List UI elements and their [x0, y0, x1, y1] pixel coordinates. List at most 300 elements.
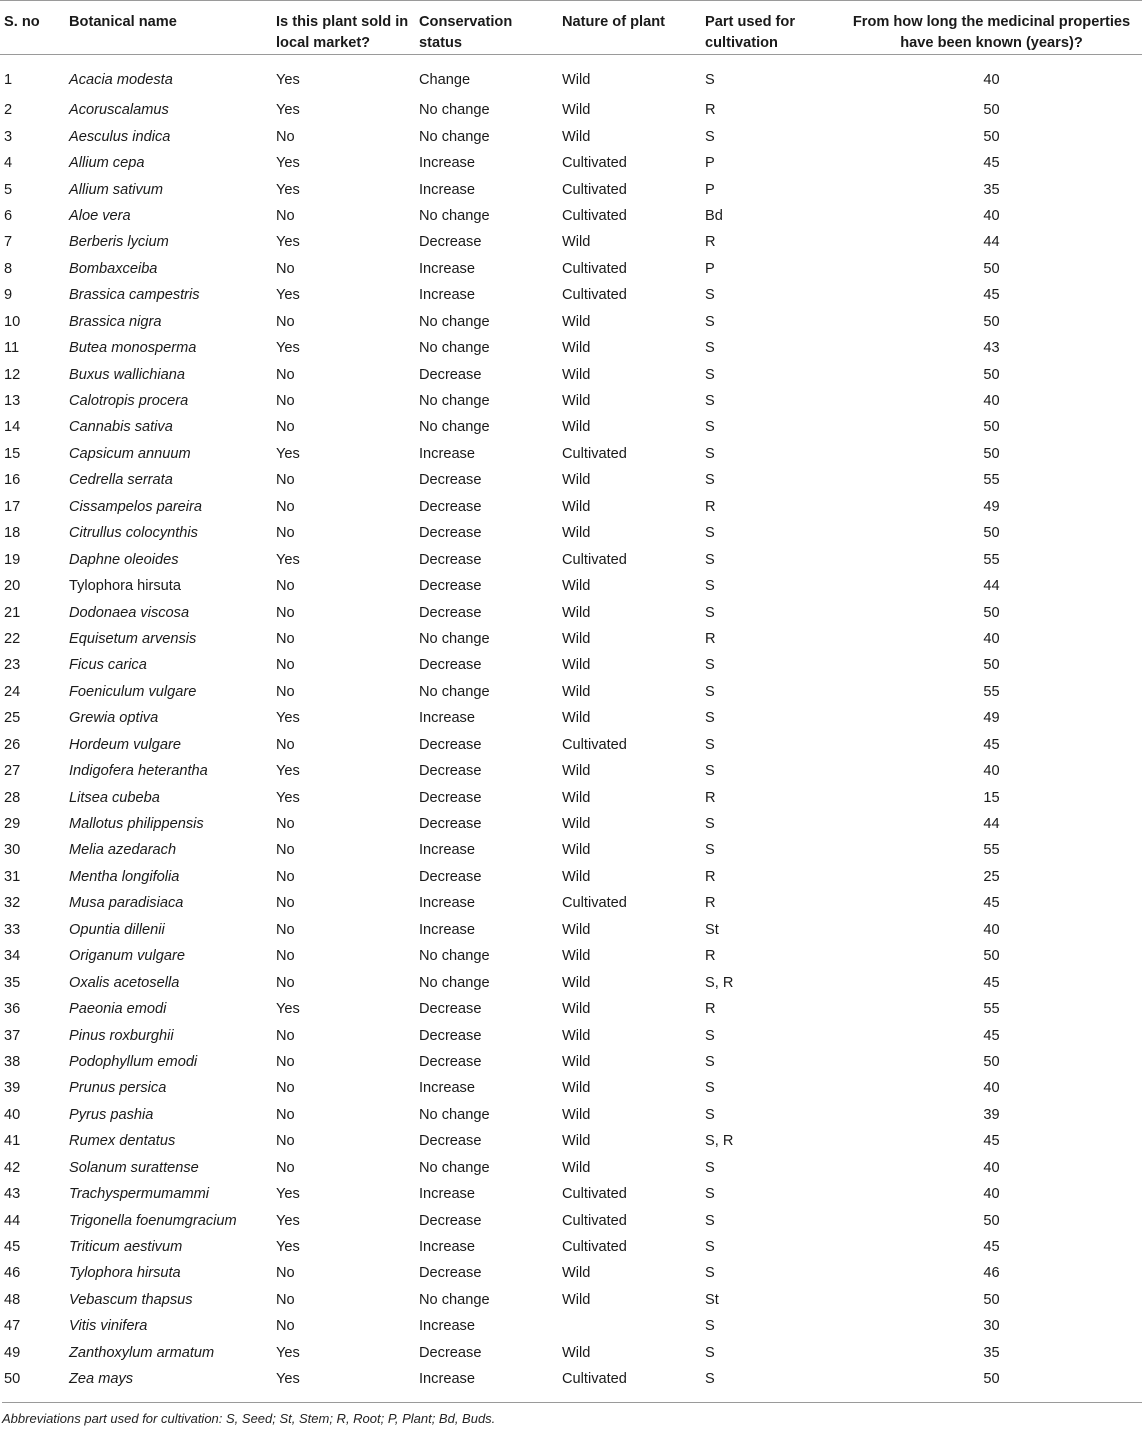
cell-botanical-name: Trachyspermumammi: [69, 1186, 210, 1203]
cell-botanical-name: Opuntia dillenii: [69, 921, 165, 938]
cell-years-known: 35: [983, 181, 1000, 198]
cell-conservation-status: Change: [419, 72, 471, 88]
header-botanical-name: Botanical name: [65, 1, 272, 55]
cell-sno: 34: [4, 948, 21, 965]
cell-sold: No: [276, 895, 295, 912]
cell-conservation-status: Decrease: [419, 1344, 482, 1361]
cell-years-known: 55: [983, 551, 1000, 568]
cell-sold: Yes: [276, 287, 300, 304]
cell-years-known: 50: [983, 1212, 1000, 1229]
table-row: [0, 150, 1142, 176]
table-row: [0, 890, 1142, 916]
table-row: [0, 388, 1142, 414]
cell-part-used: S: [705, 763, 715, 780]
table-header: [0, 1, 1142, 55]
cell-nature: Wild: [562, 710, 591, 727]
cell-nature: Wild: [562, 498, 591, 515]
cell-conservation-status: Increase: [419, 445, 475, 462]
cell-sno: 1: [4, 72, 13, 88]
cell-botanical-name: Allium sativum: [69, 181, 164, 198]
cell-botanical-name: Paeonia emodi: [69, 1001, 167, 1018]
cell-sold: Yes: [276, 789, 300, 806]
cell-conservation-status: Decrease: [419, 789, 482, 806]
cell-sno: 46: [4, 1265, 21, 1282]
cell-years-known: 40: [983, 1159, 1000, 1176]
cell-part-used: Bd: [705, 207, 723, 224]
cell-part-used: St: [705, 1291, 719, 1308]
cell-nature: Wild: [562, 683, 591, 700]
cell-sno: 48: [4, 1291, 21, 1308]
cell-nature: Wild: [562, 816, 591, 833]
cell-sno: 9: [4, 287, 13, 304]
cell-botanical-name: Melia azedarach: [69, 842, 177, 859]
cell-sno: 19: [4, 551, 21, 568]
cell-sno: 10: [4, 313, 21, 330]
cell-botanical-name: Acacia modesta: [69, 72, 173, 88]
cell-part-used: R: [705, 630, 716, 647]
table-row: [0, 97, 1142, 123]
table-row: [0, 414, 1142, 440]
cell-part-used: S: [705, 1265, 715, 1282]
cell-sold: No: [276, 868, 295, 885]
table-row: [0, 256, 1142, 282]
cell-part-used: S: [705, 657, 715, 674]
table-row: [0, 917, 1142, 943]
cell-conservation-status: Increase: [419, 155, 475, 172]
cell-sno: 14: [4, 419, 21, 436]
cell-years-known: 45: [983, 1133, 1000, 1150]
cell-botanical-name: Dodonaea viscosa: [69, 604, 190, 621]
cell-botanical-name: Aloe vera: [69, 207, 131, 224]
cell-nature: Wild: [562, 630, 591, 647]
cell-sno: 15: [4, 445, 21, 462]
cell-nature: Cultivated: [562, 287, 627, 304]
cell-sold: No: [276, 630, 295, 647]
cell-sno: 43: [4, 1186, 21, 1203]
cell-years-known: 40: [983, 393, 1000, 410]
cell-part-used: S: [705, 1106, 715, 1123]
cell-sno: 3: [4, 128, 13, 145]
cell-sold: No: [276, 921, 295, 938]
cell-botanical-name: Triticum aestivum: [69, 1239, 183, 1256]
table-row: [0, 1366, 1142, 1392]
cell-botanical-name: Pyrus pashia: [69, 1106, 154, 1123]
cell-nature: Wild: [562, 366, 591, 383]
cell-nature: Wild: [562, 72, 591, 88]
cell-sold: No: [276, 128, 295, 145]
cell-nature: [558, 1313, 701, 1339]
cell-conservation-status: No change: [419, 128, 490, 145]
table-row: [0, 1207, 1142, 1233]
cell-botanical-name: Calotropis procera: [69, 393, 189, 410]
cell-conservation-status: No change: [419, 948, 490, 965]
table-row: [0, 335, 1142, 361]
cell-part-used: S: [705, 736, 715, 753]
cell-part-used: S: [705, 578, 715, 595]
cell-sold: No: [276, 525, 295, 542]
cell-conservation-status: Increase: [419, 1080, 475, 1097]
cell-botanical-name: Capsicum annuum: [69, 445, 191, 462]
table-row: [0, 55, 1142, 98]
table-row: [0, 1075, 1142, 1101]
cell-sold: No: [276, 419, 295, 436]
cell-sold: No: [276, 1080, 295, 1097]
cell-years-known: 50: [983, 445, 1000, 462]
cell-nature: Wild: [562, 1053, 591, 1070]
cell-part-used: S: [705, 683, 715, 700]
cell-botanical-name: Origanum vulgare: [69, 948, 185, 965]
header-row: [0, 1, 1142, 55]
cell-years-known: 40: [983, 921, 1000, 938]
cell-sno: 33: [4, 921, 21, 938]
cell-part-used: S: [705, 710, 715, 727]
cell-years-known: 50: [983, 313, 1000, 330]
table-row: [0, 520, 1142, 546]
cell-part-used: R: [705, 868, 716, 885]
cell-years-known: 45: [983, 1027, 1000, 1044]
cell-nature: Cultivated: [562, 1371, 627, 1388]
cell-conservation-status: Increase: [419, 710, 475, 727]
cell-part-used: P: [705, 155, 715, 172]
cell-conservation-status: Decrease: [419, 657, 482, 674]
cell-part-used: S: [705, 551, 715, 568]
cell-nature: Cultivated: [562, 1212, 627, 1229]
cell-sno: 26: [4, 736, 21, 753]
cell-conservation-status: Decrease: [419, 551, 482, 568]
cell-botanical-name: Butea monosperma: [69, 340, 197, 357]
cell-years-known: 44: [983, 578, 1000, 595]
cell-conservation-status: Decrease: [419, 525, 482, 542]
cell-nature: Cultivated: [562, 736, 627, 753]
cell-part-used: S: [705, 340, 715, 357]
cell-years-known: 50: [983, 1371, 1000, 1388]
cell-nature: Wild: [562, 393, 591, 410]
cell-part-used: S: [705, 1080, 715, 1097]
table-row: [0, 784, 1142, 810]
table-row: [0, 943, 1142, 969]
table-row: [0, 573, 1142, 599]
cell-part-used: P: [705, 260, 715, 277]
cell-conservation-status: Increase: [419, 181, 475, 198]
cell-botanical-name: Acoruscalamus: [69, 102, 169, 119]
cell-sno: 40: [4, 1106, 21, 1123]
header-nature-of-plant: Nature of plant: [558, 1, 701, 55]
table-row: [0, 1260, 1142, 1286]
cell-sno: 22: [4, 630, 21, 647]
cell-botanical-name: Zanthoxylum armatum: [69, 1344, 215, 1361]
cell-sno: 49: [4, 1344, 21, 1361]
cell-nature: Wild: [562, 1133, 591, 1150]
cell-sno: 37: [4, 1027, 21, 1044]
cell-years-known: 45: [983, 895, 1000, 912]
cell-botanical-name: Prunus persica: [69, 1080, 167, 1097]
cell-sold: No: [276, 1291, 295, 1308]
cell-sold: Yes: [276, 763, 300, 780]
cell-sold: Yes: [276, 1239, 300, 1256]
cell-part-used: S: [705, 816, 715, 833]
cell-part-used: S, R: [705, 974, 734, 991]
cell-botanical-name: Podophyllum emodi: [69, 1053, 198, 1070]
cell-conservation-status: Decrease: [419, 604, 482, 621]
cell-botanical-name: Tylophora hirsuta: [69, 1265, 181, 1282]
cell-sno: 45: [4, 1239, 21, 1256]
cell-sold: No: [276, 657, 295, 674]
cell-conservation-status: Decrease: [419, 578, 482, 595]
cell-nature: Wild: [562, 948, 591, 965]
cell-part-used: R: [705, 234, 716, 251]
table-row: [0, 176, 1142, 202]
cell-part-used: S: [705, 393, 715, 410]
cell-sno: 12: [4, 366, 21, 383]
table-row: [0, 546, 1142, 572]
cell-years-known: 30: [983, 1318, 1000, 1335]
cell-part-used: S: [705, 1159, 715, 1176]
cell-conservation-status: No change: [419, 1291, 490, 1308]
cell-years-known: 50: [983, 604, 1000, 621]
cell-sold: No: [276, 683, 295, 700]
cell-nature: Wild: [562, 1291, 591, 1308]
cell-botanical-name: Zea mays: [69, 1371, 134, 1388]
cell-years-known: 39: [983, 1106, 1000, 1123]
cell-botanical-name: Ficus carica: [69, 657, 147, 674]
cell-nature: Wild: [562, 1344, 591, 1361]
table-row: [0, 229, 1142, 255]
cell-sold: No: [276, 313, 295, 330]
table-row: [0, 282, 1142, 308]
table-row: [0, 203, 1142, 229]
cell-part-used: S, R: [705, 1133, 734, 1150]
cell-nature: Cultivated: [562, 207, 627, 224]
cell-part-used: R: [705, 895, 716, 912]
cell-sno: 5: [4, 181, 13, 198]
cell-sold: No: [276, 260, 295, 277]
cell-botanical-name: Cedrella serrata: [69, 472, 173, 489]
cell-years-known: 40: [983, 1186, 1000, 1203]
cell-part-used: R: [705, 102, 716, 119]
cell-sno: 39: [4, 1080, 21, 1097]
cell-sno: 20: [4, 578, 21, 595]
cell-years-known: 45: [983, 155, 1000, 172]
cell-years-known: 35: [983, 1344, 1000, 1361]
cell-nature: Cultivated: [562, 551, 627, 568]
table-row: [0, 732, 1142, 758]
cell-years-known: 45: [983, 1239, 1000, 1256]
cell-botanical-name: Bombaxceiba: [69, 260, 158, 277]
header-conservation-status: Conservation status: [415, 1, 558, 55]
header-part-used: Part used for cultivation: [701, 1, 841, 55]
cell-nature: Wild: [562, 128, 591, 145]
table-row: [0, 626, 1142, 652]
table-row: [0, 837, 1142, 863]
cell-conservation-status: No change: [419, 393, 490, 410]
cell-sno: 44: [4, 1212, 21, 1229]
cell-years-known: 49: [983, 498, 1000, 515]
cell-nature: Wild: [562, 1159, 591, 1176]
cell-sno: 50: [4, 1371, 21, 1388]
cell-sno: 2: [4, 102, 13, 119]
cell-sold: No: [276, 1159, 295, 1176]
cell-botanical-name: Cannabis sativa: [69, 419, 173, 436]
table-row: [0, 1022, 1142, 1048]
cell-nature: Wild: [562, 1001, 591, 1018]
cell-sno: 6: [4, 207, 13, 224]
cell-years-known: 50: [983, 366, 1000, 383]
cell-sold: Yes: [276, 1212, 300, 1229]
cell-conservation-status: Increase: [419, 1186, 475, 1203]
cell-sold: Yes: [276, 155, 300, 172]
table-row: [0, 758, 1142, 784]
cell-part-used: P: [705, 181, 715, 198]
cell-part-used: S: [705, 128, 715, 145]
cell-part-used: S: [705, 366, 715, 383]
table-row: [0, 811, 1142, 837]
cell-botanical-name: Citrullus colocynthis: [69, 525, 198, 542]
cell-botanical-name: Litsea cubeba: [69, 789, 160, 806]
cell-nature: Wild: [562, 234, 591, 251]
header-years-known: From how long the medicinal properties have been known (years)?: [841, 1, 1142, 55]
cell-sold: No: [276, 578, 295, 595]
cell-sno: 23: [4, 657, 21, 674]
cell-sno: 42: [4, 1159, 21, 1176]
cell-nature: Wild: [562, 604, 591, 621]
cell-conservation-status: Increase: [419, 921, 475, 938]
header-sold-local-market: Is this plant sold in local market?: [272, 1, 415, 55]
cell-sold: No: [276, 736, 295, 753]
cell-years-known: 43: [983, 340, 1000, 357]
cell-years-known: 55: [983, 472, 1000, 489]
cell-conservation-status: Increase: [419, 842, 475, 859]
cell-conservation-status: Decrease: [419, 366, 482, 383]
cell-botanical-name: Brassica campestris: [69, 287, 200, 304]
table-row: [0, 441, 1142, 467]
cell-part-used: S: [705, 604, 715, 621]
cell-conservation-status: No change: [419, 102, 490, 119]
cell-part-used: S: [705, 842, 715, 859]
cell-years-known: 50: [983, 525, 1000, 542]
cell-years-known: 55: [983, 683, 1000, 700]
cell-years-known: 50: [983, 128, 1000, 145]
cell-part-used: R: [705, 948, 716, 965]
cell-nature: Wild: [562, 578, 591, 595]
table-row: [0, 1234, 1142, 1260]
cell-botanical-name: Allium cepa: [69, 155, 145, 172]
cell-sno: 7: [4, 234, 13, 251]
cell-sno: 38: [4, 1053, 21, 1070]
cell-sno: 30: [4, 842, 21, 859]
cell-botanical-name: Vitis vinifera: [69, 1318, 148, 1335]
cell-sno: 17: [4, 498, 21, 515]
cell-years-known: 44: [983, 816, 1000, 833]
table-row: [0, 1313, 1142, 1339]
cell-years-known: 45: [983, 736, 1000, 753]
cell-sno: 29: [4, 816, 21, 833]
cell-nature: Cultivated: [562, 181, 627, 198]
cell-conservation-status: No change: [419, 1106, 490, 1123]
cell-part-used: S: [705, 1344, 715, 1361]
cell-nature: Wild: [562, 340, 591, 357]
cell-sno: 47: [4, 1318, 21, 1335]
cell-conservation-status: No change: [419, 683, 490, 700]
cell-part-used: S: [705, 1053, 715, 1070]
cell-conservation-status: Decrease: [419, 1053, 482, 1070]
table-row: [0, 309, 1142, 335]
cell-sold: No: [276, 366, 295, 383]
cell-years-known: 55: [983, 1001, 1000, 1018]
cell-botanical-name: Grewia optiva: [69, 710, 159, 727]
table-row: [0, 705, 1142, 731]
cell-botanical-name: Foeniculum vulgare: [69, 683, 197, 700]
cell-conservation-status: Decrease: [419, 1133, 482, 1150]
cell-years-known: 40: [983, 1080, 1000, 1097]
cell-botanical-name: Musa paradisiaca: [69, 895, 184, 912]
cell-sno: 27: [4, 763, 21, 780]
cell-conservation-status: Decrease: [419, 1265, 482, 1282]
cell-botanical-name: Buxus wallichiana: [69, 366, 186, 383]
cell-nature: Wild: [562, 842, 591, 859]
cell-part-used: S: [705, 472, 715, 489]
cell-nature: Cultivated: [562, 1186, 627, 1203]
cell-sno: 35: [4, 974, 21, 991]
cell-sold: No: [276, 604, 295, 621]
table-footnote: Abbreviations part used for cultivation: S, Seed; St, Stem; R, Root; P, Plant; Bd, Buds.: [2, 1402, 1142, 1426]
cell-sold: No: [276, 842, 295, 859]
cell-sno: 11: [4, 340, 20, 357]
cell-nature: Wild: [562, 868, 591, 885]
cell-sno: 41: [4, 1133, 21, 1150]
cell-sold: No: [276, 1133, 295, 1150]
cell-sold: Yes: [276, 1344, 300, 1361]
cell-years-known: 46: [983, 1265, 1000, 1282]
cell-sold: Yes: [276, 234, 300, 251]
cell-sno: 25: [4, 710, 21, 727]
cell-conservation-status: No change: [419, 974, 490, 991]
cell-conservation-status: Increase: [419, 1371, 475, 1388]
cell-sold: Yes: [276, 340, 300, 357]
cell-nature: Wild: [562, 657, 591, 674]
table-row: [0, 1287, 1142, 1313]
cell-conservation-status: No change: [419, 313, 490, 330]
cell-nature: Wild: [562, 472, 591, 489]
cell-sold: Yes: [276, 181, 300, 198]
cell-part-used: S: [705, 1239, 715, 1256]
cell-sold: Yes: [276, 551, 300, 568]
cell-nature: Wild: [562, 789, 591, 806]
cell-years-known: 55: [983, 842, 1000, 859]
cell-years-known: 15: [983, 789, 1000, 806]
cell-nature: Wild: [562, 313, 591, 330]
cell-sno: 36: [4, 1001, 21, 1018]
cell-conservation-status: Decrease: [419, 736, 482, 753]
cell-part-used: S: [705, 287, 715, 304]
cell-part-used: S: [705, 445, 715, 462]
cell-part-used: R: [705, 789, 716, 806]
cell-conservation-status: Decrease: [419, 868, 482, 885]
cell-nature: Wild: [562, 102, 591, 119]
cell-conservation-status: Decrease: [419, 816, 482, 833]
table-row: [0, 679, 1142, 705]
cell-conservation-status: No change: [419, 630, 490, 647]
cell-sno: 32: [4, 895, 21, 912]
cell-sold: No: [276, 498, 295, 515]
cell-nature: Cultivated: [562, 155, 627, 172]
cell-conservation-status: Decrease: [419, 763, 482, 780]
cell-years-known: 50: [983, 260, 1000, 277]
cell-sold: No: [276, 816, 295, 833]
cell-sold: Yes: [276, 1186, 300, 1203]
cell-conservation-status: Decrease: [419, 472, 482, 489]
table-row: [0, 1049, 1142, 1075]
cell-years-known: 25: [983, 868, 1000, 885]
